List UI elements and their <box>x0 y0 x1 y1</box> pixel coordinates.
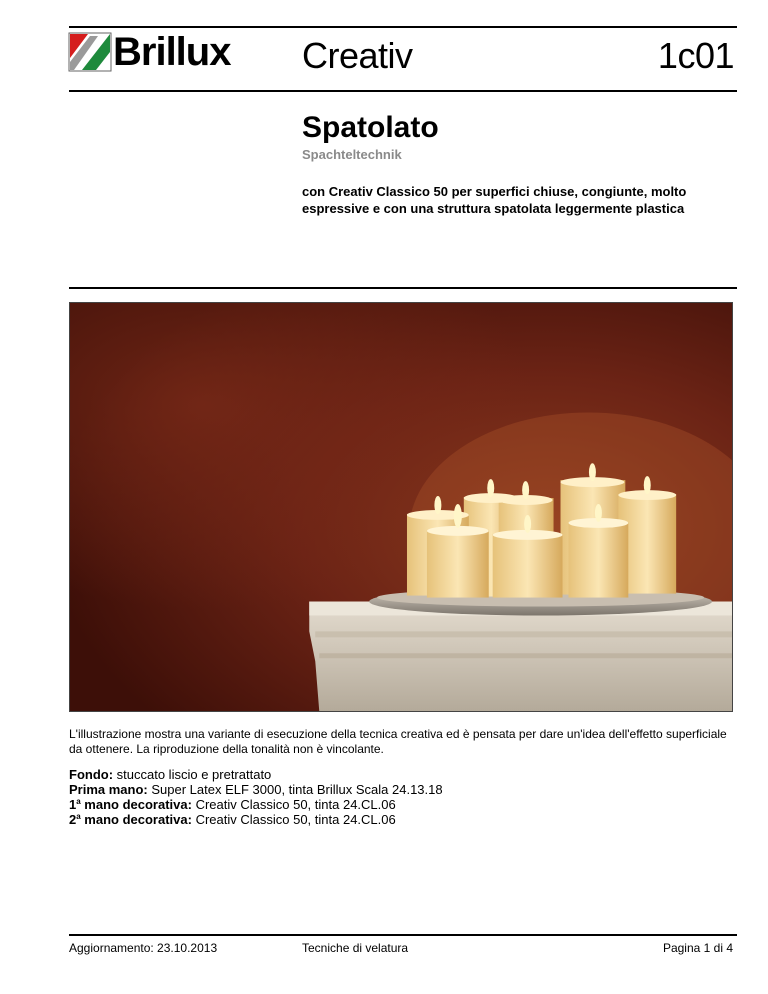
spec-value: stuccato liscio e pretrattato <box>113 767 272 782</box>
technique-description: con Creativ Classico 50 per superfici chiuse, congiunte, molto espressive e con una struttura spatolata leggermente plastica <box>302 184 687 216</box>
document-code: 1c01 <box>657 35 734 76</box>
footer-page-number: Pagina 1 di 4 <box>662 941 733 955</box>
spec-value: Creativ Classico 50, tinta 24.CL.06 <box>191 797 396 812</box>
spec-prima-mano <box>69 782 443 797</box>
spec-second-decorative-coat <box>69 812 443 827</box>
spec-value: Super Latex ELF 3000, tinta Brillux Scala 24.13.18 <box>147 782 443 797</box>
header-rule <box>69 90 737 92</box>
spec-label: Prima mano: <box>69 782 148 797</box>
footer-rule <box>69 934 737 936</box>
top-rule <box>69 26 737 28</box>
spec-label: 2$^a$ mano decorativa: <box>69 812 192 827</box>
brand-logo <box>68 32 263 72</box>
page-title: Spatolato <box>302 111 439 144</box>
spec-value: Creativ Classico 50, tinta 24.CL.06 <box>191 812 396 827</box>
spec-fondo <box>69 767 443 782</box>
logo-text: Brillux <box>113 30 231 74</box>
technique-photo <box>69 302 733 712</box>
spec-label: Fondo: <box>69 767 114 782</box>
footer-updated: Aggiornamento: 23.10.2013 <box>69 941 218 955</box>
footer-category: Tecniche di velatura <box>302 941 409 955</box>
coating-specs <box>69 767 443 827</box>
brillux-logo-icon <box>68 32 112 72</box>
section-rule <box>69 287 737 289</box>
spec-first-decorative-coat <box>69 797 443 812</box>
candles-illustration <box>70 303 732 711</box>
spec-label: 1$^a$ mano decorativa: <box>69 797 192 812</box>
series-name: Creativ <box>302 35 413 76</box>
page-subtitle: Spachteltechnik <box>302 147 402 162</box>
photo-caption: L'illustrazione mostra una variante di esecuzione della tecnica creativa ed è pensata per dare un'idea dell'effetto superficiale da ottenere. La riproduzione della tonalità non è vincolante. <box>69 727 727 756</box>
